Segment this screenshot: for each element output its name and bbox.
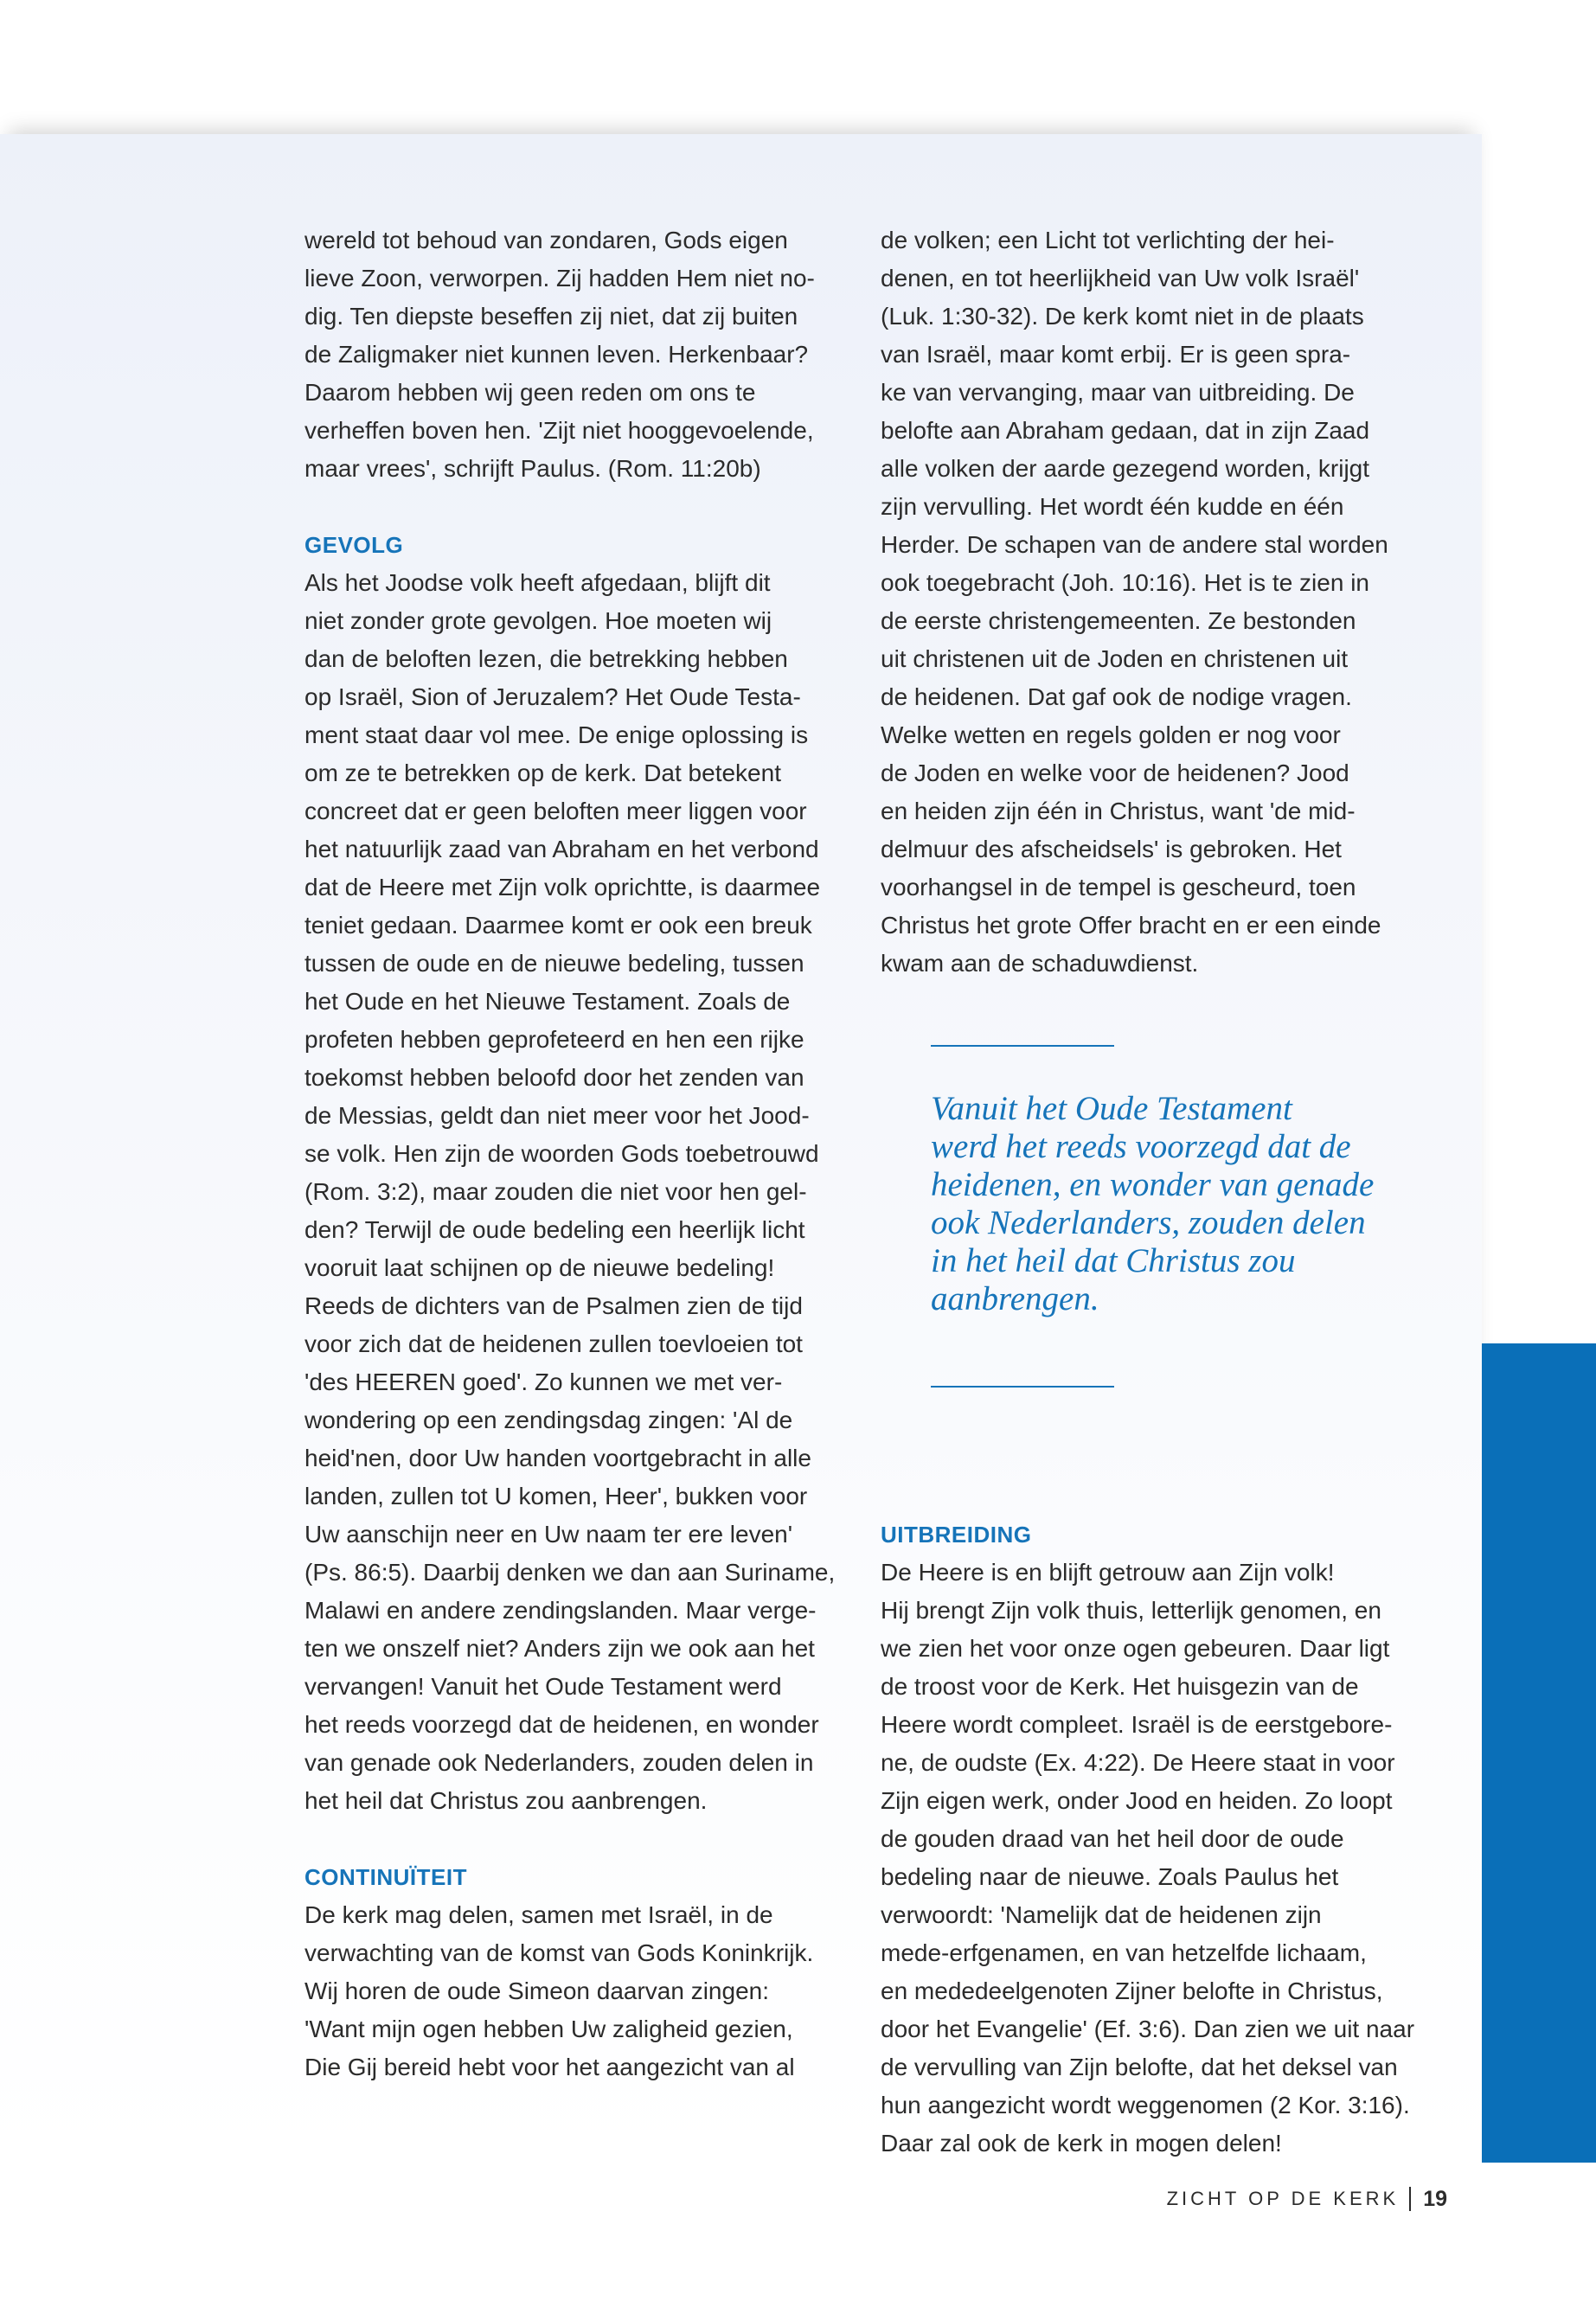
- paragraph: de volken; een Licht tot verlichting der hei- denen, en tot heerlijkheid van Uw volk Israël' (Luk. 1:30-32). De kerk komt niet in de plaats van Israël, maar komt erbij. Er is geen spra- ke van vervanging, maar van uitbreiding. De belofte aan Abraham gedaan, dat in zijn Zaad alle volken der aarde gezegend worden, krijgt zijn vervulling. Het wordt één kudde en één Herder. De schapen van de andere stal worden ook toegebracht (Joh. 10:16). Het is te zien in de eerste christengemeenten. Ze bestonden uit christenen uit de Joden en christenen uit de heidenen. Dat gaf ook de nodige vragen. Welke wetten en regels golden er nog voor de Joden en welke voor de heidenen? Jood en heiden zijn één in Christus, want 'de mid- delmuur des afscheidsels' is gebroken. Het voorhangsel in de tempel is gescheurd, toen Christus het grote Offer bracht en er een einde kwam aan de schaduwdienst.: [881, 227, 1388, 977]
- paragraph: De kerk mag delen, samen met Israël, in de verwachting van de komst van Gods Koninkrijk. Wij horen de oude Simeon daarvan zingen: 'Want mijn ogen hebben Uw zaligheid gezien, Die Gij bereid hebt voor het aangezicht van al: [304, 1901, 814, 2080]
- section-heading-continuiteit: CONTINUÏTEIT: [304, 1864, 467, 1890]
- quote-rule-bottom: [931, 1386, 1114, 1388]
- pull-quote: Vanuit het Oude Testament werd het reeds voorzegd dat de heidenen, en wonder van genade ook Nederlanders, zouden delen in het heil dat Christus zou aanbrengen.: [931, 1090, 1375, 1317]
- paragraph: De Heere is en blijft getrouw aan Zijn volk! Hij brengt Zijn volk thuis, letterlijk genomen, en we zien het voor onze ogen gebeuren. Daar ligt de troost voor de Kerk. Het huisgezin van de Heere wordt compleet. Israël is de eerstgebore- ne, de oudste (Ex. 4:22). De Heere staat in voor Zijn eigen werk, onder Jood en heiden. Zo loopt de gouden draad van het heil door de oude bedeling naar de nieuwe. Zoals Paulus het verwoordt: 'Namelijk dat de heidenen zijn mede-erfgenamen, en van hetzelfde lichaam, en mededeelgenoten Zijner belofte in Christus, door het Evangelie' (Ef. 3:6). Dan zien we uit naar de vervulling van Zijn belofte, dat het deksel van hun aangezicht wordt weggenomen (2 Kor. 3:16). Daar zal ook de kerk in mogen delen!: [881, 1559, 1415, 2157]
- paragraph: wereld tot behoud van zondaren, Gods eigen lieve Zoon, verworpen. Zij hadden Hem niet no- dig. Ten diepste beseffen zij niet, dat zij buiten de Zaligmaker niet kunnen leven. Herkenbaar? Daarom hebben wij geen reden om ons te verheffen boven hen. 'Zijt niet hooggevoelende, maar vrees', schrijft Paulus. (Rom. 11:20b): [304, 227, 815, 482]
- section-heading-uitbreiding: UITBREIDING: [881, 1522, 1032, 1548]
- page-footer: [1167, 2184, 1447, 2214]
- page-number: 19: [1423, 2186, 1447, 2211]
- paragraph: Als het Joodse volk heeft afgedaan, blijft dit niet zonder grote gevolgen. Hoe moeten wij dan de beloften lezen, die betrekking hebben op Israël, Sion of Jeruzalem? Het Oude Testa- ment staat daar vol mee. De enige oplossing is om ze te betrekken op de kerk. Dat betekent concreet dat er geen beloften meer liggen voor het natuurlijk zaad van Abraham en het verbond dat de Heere met Zijn volk oprichtte, is daarmee teniet gedaan. Daarmee komt er ook een breuk tussen de oude en de nieuwe bedeling, tussen het Oude en het Nieuwe Testament. Zoals de profeten hebben geprofeteerd en hen een rijke toekomst hebben beloofd door het zenden van de Messias, geldt dan niet meer voor het Jood- se volk. Hen zijn de woorden Gods toebetrouwd (Rom. 3:2), maar zouden die niet voor hen gel- den? Terwijl de oude bedeling een heerlijk licht vooruit laat schijnen op de nieuwe bedeling! Reeds de dichters van de Psalmen zien de tijd voor zich dat de heidenen zullen toevloeien tot 'des HEEREN goed'. Zo kunnen we met ver- wondering op een zendingsdag zingen: 'Al de heid'nen, door Uw handen voortgebracht in alle landen, zullen tot U komen, Heer', bukken voor Uw aanschijn neer en Uw naam ter ere leven' (Ps. 86:5). Daarbij denken we dan aan Suriname, Malawi en andere zendingslanden. Maar verge- ten we onszelf niet? Anders zijn we ook aan het vervangen! Vanuit het Oude Testament werd het reeds voorzegd dat de heidenen, en wonder van genade ook Nederlanders, zouden delen in het heil dat Christus zou aanbrengen.: [304, 569, 836, 1814]
- accent-side-block: [1482, 1343, 1596, 2163]
- magazine-name: ZICHT OP DE KERK: [1166, 2188, 1400, 2209]
- quote-rule-top: [931, 1045, 1114, 1047]
- section-heading-gevolg: GEVOLG: [304, 532, 404, 558]
- left-column: [304, 221, 841, 2086]
- footer-divider: [1409, 2187, 1411, 2211]
